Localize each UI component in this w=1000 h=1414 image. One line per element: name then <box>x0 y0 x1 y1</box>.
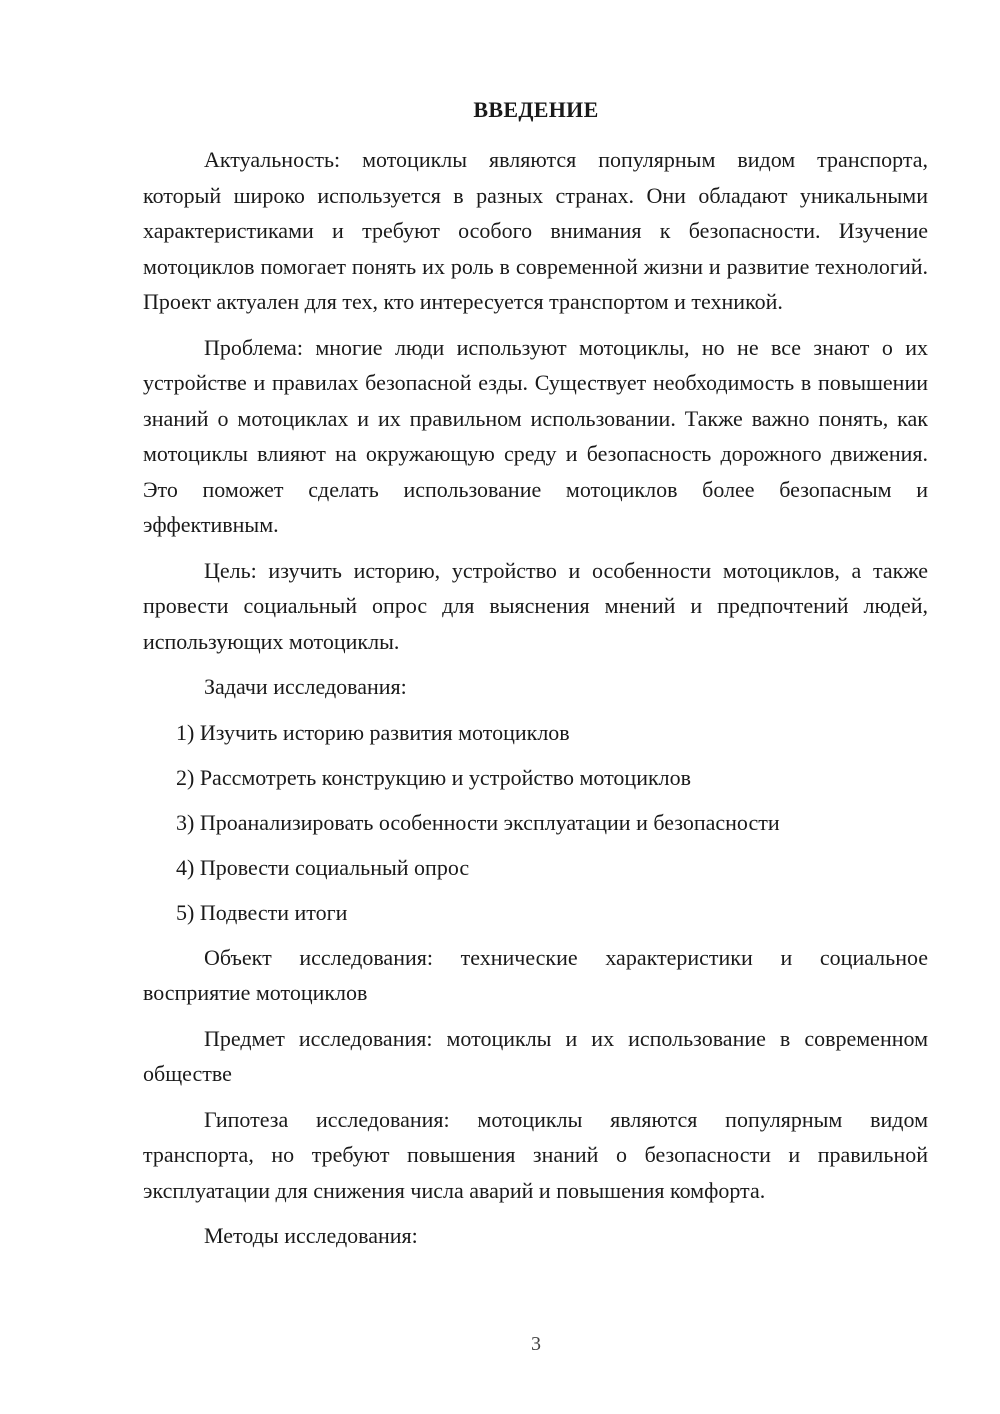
paragraph-hypothesis: Гипотеза исследования: мотоциклы являются популярным видом транспорта, но требуют повышения знаний о безопасности и правильной эксплуатации для снижения числа аварий и повышения комфорта. <box>143 1106 928 1203</box>
paragraph-tasks-heading: Задачи исследования: <box>204 674 407 699</box>
section-title: ВВЕДЕНИЕ <box>473 97 599 122</box>
task-item-2: 2) Рассмотреть конструкцию и устройство мотоциклов <box>176 764 692 790</box>
page-number: 3 <box>531 1333 541 1355</box>
paragraph-methods-heading: Методы исследования: <box>204 1223 418 1248</box>
task-item-1: 1) Изучить историю развития мотоциклов <box>176 719 570 745</box>
paragraph-relevance: Актуальность: мотоциклы являются популярным видом транспорта, который широко используется в разных странах. Они обладают уникальными характеристиками и требуют особого внимания к безопасности. Изучение мотоциклов помогает понять их роль в современной жизни и развитие технологий. Проект актуален для тех, кто интересуется транспортом и техникой. <box>143 147 928 314</box>
task-item-5: 5) Подвести итоги <box>176 899 348 925</box>
task-item-4: 4) Провести социальный опрос <box>176 854 470 880</box>
task-item-3: 3) Проанализировать особенности эксплуатации и безопасности <box>176 809 780 835</box>
paragraph-subject: Предмет исследования: мотоциклы и их использование в современном обществе <box>143 1025 928 1086</box>
paragraph-problem: Проблема: многие люди используют мотоциклы, но не все знают о их устройстве и правилах безопасной езды. Существует необходимость в повышении знаний о мотоциклах и их правильном использовании. Также важно понять, как мотоциклы влияют на окружающую среду и безопасность дорожного движения. Это поможет сделать использование мотоциклов более безопасным и эффективным. <box>143 334 928 537</box>
paragraph-object: Объект исследования: технические характеристики и социальное восприятие мотоциклов <box>143 944 928 1005</box>
paragraph-goal: Цель: изучить историю, устройство и особенности мотоциклов, а также провести социальный опрос для выяснения мнений и предпочтений людей, использующих мотоциклы. <box>143 557 928 654</box>
page-content <box>143 142 928 1264</box>
